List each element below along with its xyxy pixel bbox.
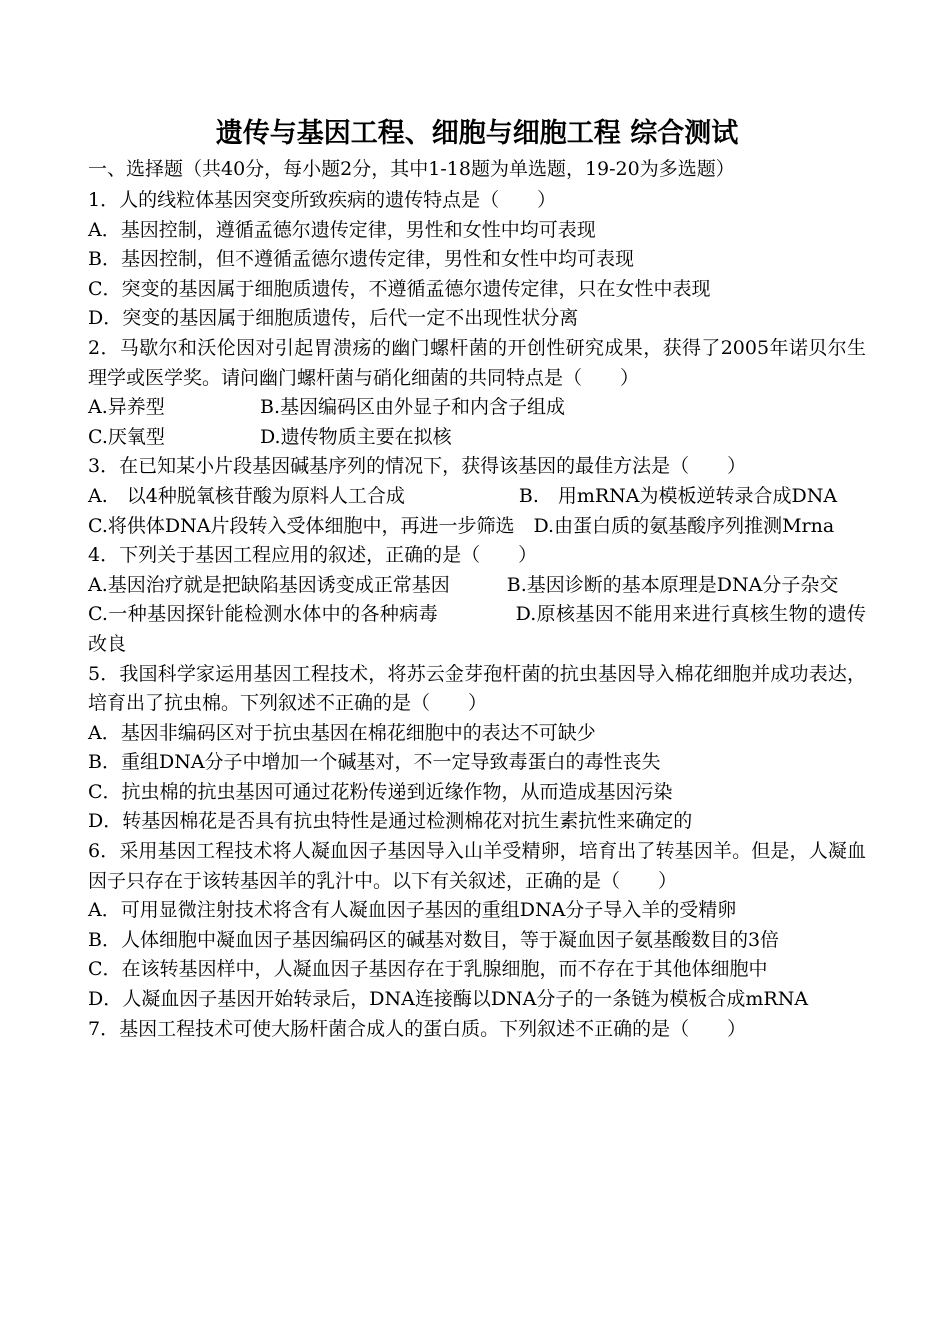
option-d: D．人凝血因子基因开始转录后，DNA连接酶以DNA分子的一条链为模板合成mRNA [88,988,809,1011]
section-heading: 一、选择题（共40分，每小题2分，其中1-18题为单选题，19-20为多选题） [88,158,735,180]
option-row-ab: A. 以4种脱氧核苷酸为原料人工合成 B. 用mRNA为模板逆转录合成DNA [88,484,838,507]
option-row-cd: C.将供体DNA片段转入受体细胞中，再进一步筛选 D.由蛋白质的氨基酸序列推测Mrna [88,514,835,537]
option-c: C．抗虫棉的抗虫基因可通过花粉传递到近缘作物，从而造成基因污染 [88,780,673,803]
option-b: B．人体细胞中凝血因子基因编码区的碱基对数目，等于凝血因子氨基酸数目的3倍 [88,928,780,951]
question-stem: 1．人的线粒体基因突变所致疾病的遗传特点是（ ） [88,189,557,211]
question-2 [88,334,866,452]
question-stem: 4．下列关于基因工程应用的叙述，正确的是（ ） [88,544,538,567]
question-stem: 2．马歇尔和沃伦因对引起胃溃疡的幽门螺杆菌的开创性研究成果，获得了2005年诺贝尔生理学或医学奖。请问幽门螺杆菌与硝化细菌的共同特点是（ ） [88,336,866,389]
page-title: 遗传与基因工程、细胞与细胞工程 综合测试 [215,118,739,149]
question-6 [88,837,866,1015]
option-a: A.异养型 [88,396,165,419]
question-4 [88,541,866,659]
option-a: A．基因控制，遵循孟德尔遗传定律，男性和女性中均可表现 [88,218,596,241]
question-5 [88,660,866,838]
question-stem: 6．采用基因工程技术将人凝血因子基因导入山羊受精卵，培育出了转基因羊。但是，人凝血因子只存在于该转基因羊的乳汁中。以下有关叙述，正确的是（ ） [88,840,866,892]
option-c: C.厌氧型 [88,425,165,448]
option-a: A．可用显微注射技术将含有人凝血因子基因的重组DNA分子导入羊的受精卵 [88,899,737,922]
option-row-cd [88,423,866,453]
option-a: A．基因非编码区对于抗虫基因在棉花细胞中的表达不可缺少 [88,721,596,744]
question-stem: 3．在已知某小片段基因碱基序列的情况下，获得该基因的最佳方法是（ ） [88,455,747,478]
option-c: C．突变的基因属于细胞质遗传，不遵循孟德尔遗传定律，只在女性中表现 [88,277,711,300]
option-d: D．突变的基因属于细胞质遗传，后代一定不出现性状分离 [88,307,579,330]
option-c: C．在该转基因样中，人凝血因子基因存在于乳腺细胞，而不存在于其他体细胞中 [88,958,768,981]
document-page [88,114,866,1044]
option-d: D.遗传物质主要在拟核 [260,425,452,448]
option-row-ab [88,393,866,423]
option-row-ab: A.基因治疗就是把缺陷基因诱变成正常基因 B.基因诊断的基本原理是DNA分子杂交 [88,573,839,596]
option-b: B．基因控制，但不遵循孟德尔遗传定律，男性和女性中均可表现 [88,248,634,271]
question-7 [88,1015,866,1045]
option-b: B．重组DNA分子中增加一个碱基对，不一定导致毒蛋白的毒性丧失 [88,751,661,774]
question-3 [88,452,866,541]
question-1 [88,186,866,334]
option-d: D．转基因棉花是否具有抗虫特性是通过检测棉花对抗生素抗性来确定的 [88,810,693,833]
option-row-cd: C.一种基因探针能检测水体中的各种病毒 D.原核基因不能用来进行真核生物的遗传改良 [88,603,866,655]
option-b: B.基因编码区由外显子和内含子组成 [260,396,566,419]
question-stem: 7．基因工程技术可使大肠杆菌合成人的蛋白质。下列叙述不正确的是（ ） [88,1017,747,1040]
question-stem: 5．我国科学家运用基因工程技术，将苏云金芽孢杆菌的抗虫基因导入棉花细胞并成功表达，培育出了抗虫棉。下列叙述不正确的是（ ） [88,662,866,715]
